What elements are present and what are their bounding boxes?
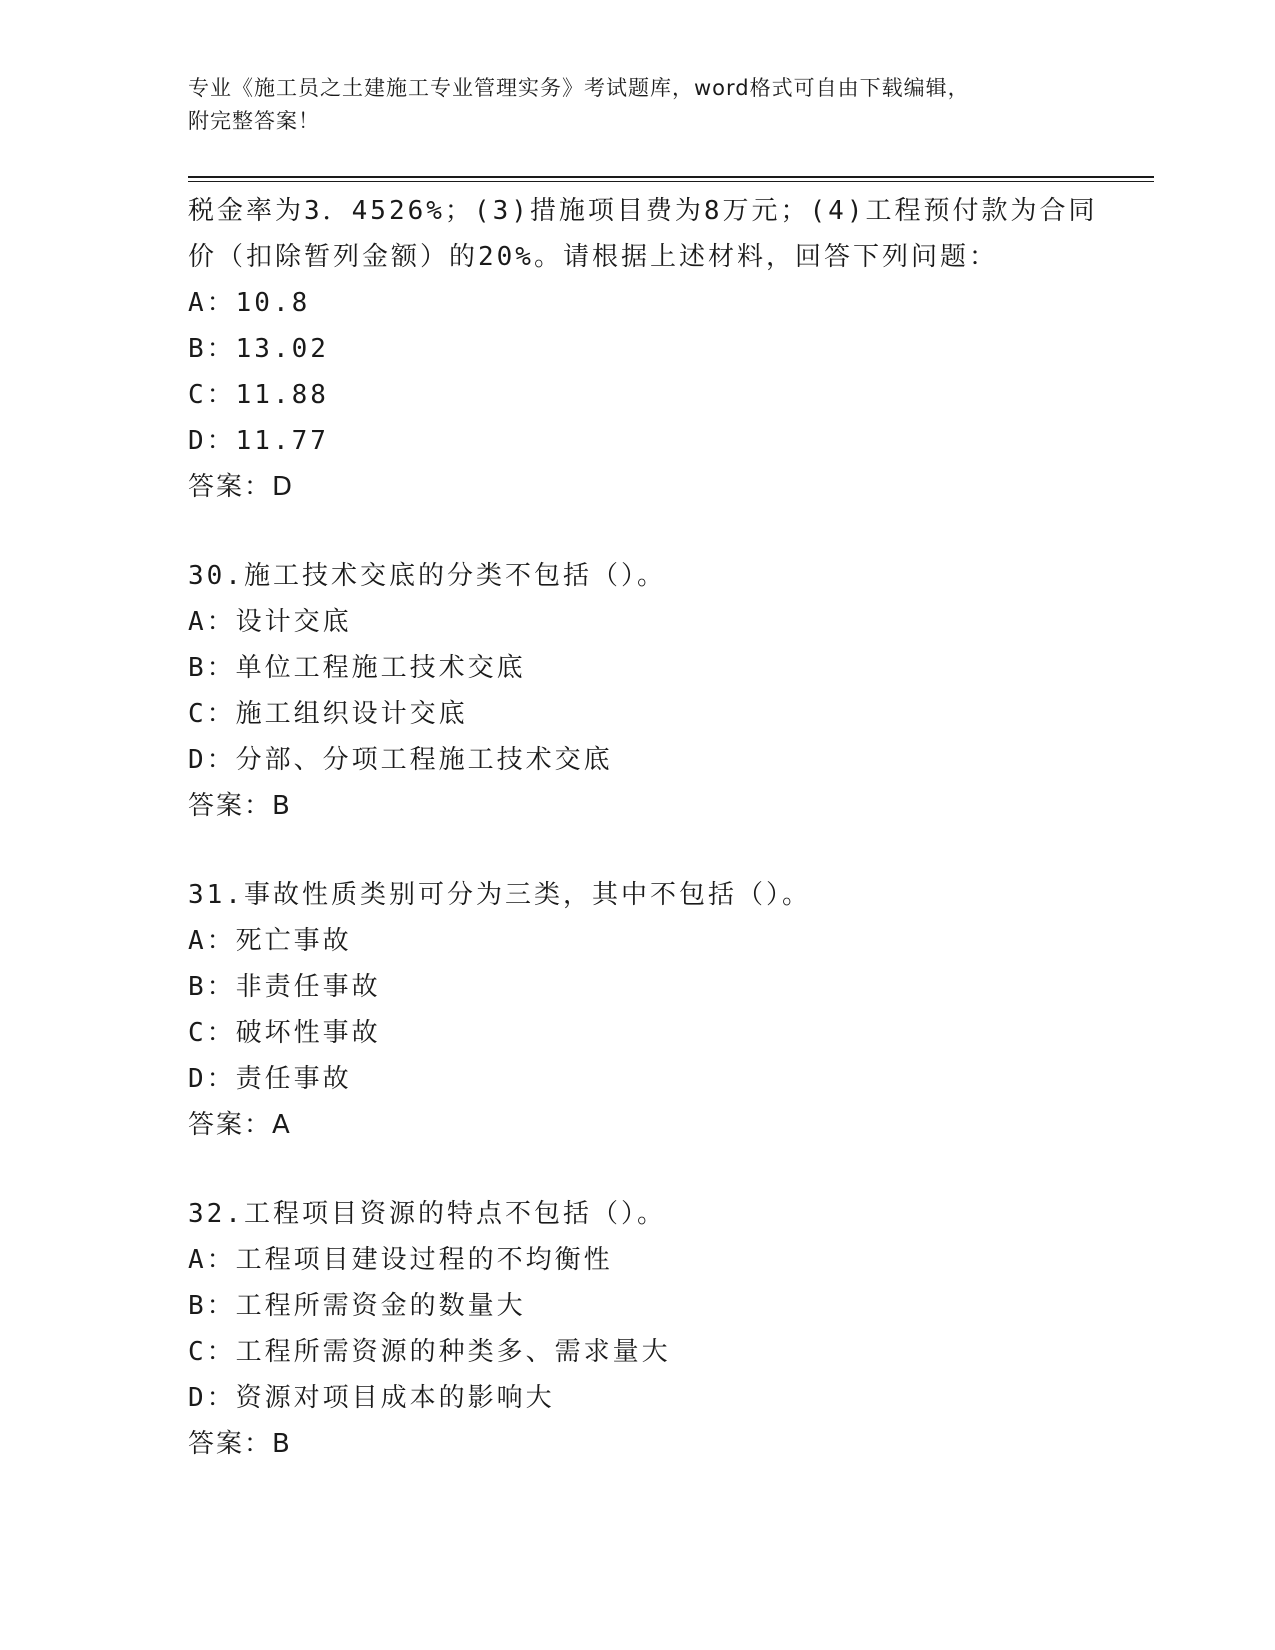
question-stem: 31.事故性质类别可分为三类，其中不包括（）。 bbox=[188, 880, 811, 910]
option-d: D：资源对项目成本的影响大 bbox=[188, 1383, 555, 1413]
option-a: A：工程项目建设过程的不均衡性 bbox=[188, 1245, 613, 1275]
option-d: D：11.77 bbox=[188, 426, 329, 456]
header-title-line-1: 专业《施工员之土建施工专业管理实务》考试题库，word格式可自由下载编辑， bbox=[188, 76, 970, 100]
answer-line: 答案：D bbox=[188, 472, 295, 502]
option-d: D：责任事故 bbox=[188, 1064, 352, 1094]
header-title-line-2: 附完整答案！ bbox=[188, 109, 320, 133]
option-c: C：施工组织设计交底 bbox=[188, 699, 468, 729]
question-32 bbox=[188, 1191, 1128, 1467]
option-a: A：设计交底 bbox=[188, 607, 352, 637]
option-b: B：13.02 bbox=[188, 334, 329, 364]
question-31 bbox=[188, 872, 1128, 1148]
spacer bbox=[188, 1148, 1128, 1191]
answer-line: 答案：B bbox=[188, 791, 292, 821]
question-text-line: 税金率为3．4526%；(3)措施项目费为8万元；(4)工程预付款为合同 bbox=[188, 196, 1098, 226]
option-d: D：分部、分项工程施工技术交底 bbox=[188, 745, 613, 775]
question-continued bbox=[188, 188, 1128, 510]
page-header bbox=[188, 72, 1068, 138]
header-rule-thick bbox=[188, 176, 1154, 178]
option-c: C：11.88 bbox=[188, 380, 329, 410]
spacer bbox=[188, 510, 1128, 553]
spacer bbox=[188, 829, 1128, 872]
question-stem: 32.工程项目资源的特点不包括（）。 bbox=[188, 1199, 666, 1229]
question-30 bbox=[188, 553, 1128, 829]
answer-line: 答案：A bbox=[188, 1110, 292, 1140]
option-b: B：单位工程施工技术交底 bbox=[188, 653, 526, 683]
option-a: A：10.8 bbox=[188, 288, 311, 318]
option-b: B：非责任事故 bbox=[188, 972, 381, 1002]
option-a: A：死亡事故 bbox=[188, 926, 352, 956]
option-b: B：工程所需资金的数量大 bbox=[188, 1291, 526, 1321]
answer-line: 答案：B bbox=[188, 1429, 292, 1459]
question-stem: 30.施工技术交底的分类不包括（）。 bbox=[188, 561, 666, 591]
question-list bbox=[188, 188, 1128, 1467]
option-c: C：工程所需资源的种类多、需求量大 bbox=[188, 1337, 671, 1367]
option-c: C：破坏性事故 bbox=[188, 1018, 381, 1048]
header-rule-thin bbox=[188, 181, 1154, 182]
question-text-line: 价（扣除暂列金额）的20%。请根据上述材料，回答下列问题： bbox=[188, 242, 998, 272]
